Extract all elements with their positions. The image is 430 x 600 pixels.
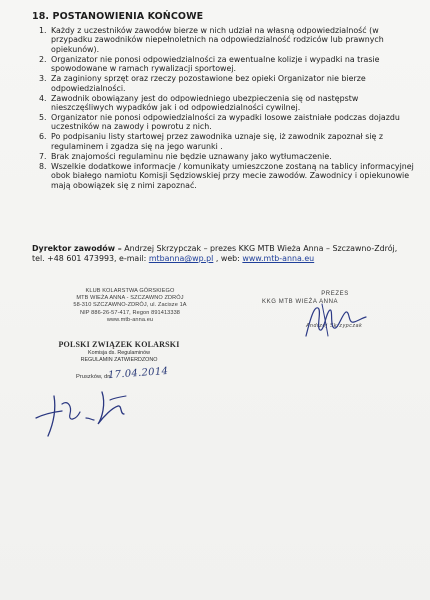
club-stamp-line: 58-310 SZCZAWNO-ZDRÓJ, ul. Zacisze 1A bbox=[73, 302, 187, 309]
rule-item: 8. Wszelkie dodatkowe informacje / komunikaty umieszczone zostaną na tablicy informacyjnej obok białego namiotu Komisji Sędziowskiej przy mecie zawodów. Zawodnicy i opiekunowie mają obowiązek się z nimi zapoznać. bbox=[49, 162, 419, 190]
director-text: Andrzej Skrzypczak – prezes KKG MTB Wieża Anna – Szczawno-Zdrój, tel. +48 601 473993, e-mail: bbox=[32, 244, 398, 263]
president-stamp-title: PREZES bbox=[321, 291, 349, 297]
web-label: , web: bbox=[213, 254, 243, 263]
rules-list bbox=[32, 26, 419, 191]
club-stamp-line: NIP 886-26-57-417, Regon 891413338 bbox=[79, 309, 181, 316]
rule-item: 2. Organizator nie ponosi odpowiedzialności za ewentualne kolizje i wypadki na trasie spowodowane w ramach rywalizacji sportowej. bbox=[49, 55, 419, 74]
pzk-stamp-approved: REGULAMIN ZATWIERDZONO bbox=[80, 357, 158, 363]
club-stamp bbox=[60, 288, 200, 324]
club-stamp-line: MTB WIEŻA ANNA - SZCZAWNO ZDRÓJ bbox=[76, 295, 184, 302]
rule-item: 1. Każdy z uczestników zawodów bierze w nich udział na własną odpowiedzialność (w przypadku zawodników niepełnoletnich na odpowiedzialność rodziców lub prawnych opiekunów). bbox=[49, 26, 419, 54]
president-stamp-club: KKG MTB WIEŻA ANNA bbox=[262, 299, 339, 305]
approval-date: 17.04.2014 bbox=[107, 365, 169, 382]
pzk-stamp-title: POLSKI ZWIĄZEK KOLARSKI bbox=[58, 340, 180, 349]
club-stamp-line: www.mtb-anna.eu bbox=[106, 316, 154, 323]
president-signature bbox=[300, 300, 370, 340]
section-title: 18. POSTANOWIENIA KOŃCOWE bbox=[32, 11, 204, 22]
director-label: Dyrektor zawodów – bbox=[32, 244, 122, 253]
rule-item: 6. Po podpisaniu listy startowej przez zawodnika uznaje się, iż zawodnik zapoznał się z regulaminem i zgadza się na jego warunki . bbox=[49, 132, 419, 151]
pzk-stamp-place: Pruszków, dn. bbox=[76, 374, 113, 380]
president-stamp-name: Andrzej Skrzypczak bbox=[306, 323, 363, 329]
pzk-stamp bbox=[44, 340, 194, 364]
club-stamp-line: KLUB KOLARSTWA GÓRSKIEGO bbox=[85, 288, 175, 294]
director-contact bbox=[32, 244, 404, 264]
web-link[interactable]: www.mtb-anna.eu bbox=[242, 254, 315, 263]
rule-item: 4. Zawodnik obowiązany jest do odpowiedniego ubezpieczenia się od następstw nieszczęśliwych wypadków jak i od odpowiedzialności cywilnej. bbox=[49, 94, 419, 113]
rule-item: 7. Brak znajomości regulaminu nie będzie uznawany jako wytłumaczenie. bbox=[49, 152, 419, 161]
email-link[interactable]: mtbanna@wp.pl bbox=[148, 254, 214, 263]
rule-item: 3. Za zaginiony sprzęt oraz rzeczy pozostawione bez opieki Organizator nie bierze odpowiedzialności. bbox=[49, 74, 419, 93]
pzk-signature bbox=[32, 384, 147, 440]
pzk-stamp-commission: Komisja ds. Regulaminów bbox=[87, 350, 151, 356]
rule-item: 5. Organizator nie ponosi odpowiedzialności za wypadki losowe zaistniałe podczas dojazdu uczestników na zawody i powrotu z nich. bbox=[49, 113, 419, 132]
